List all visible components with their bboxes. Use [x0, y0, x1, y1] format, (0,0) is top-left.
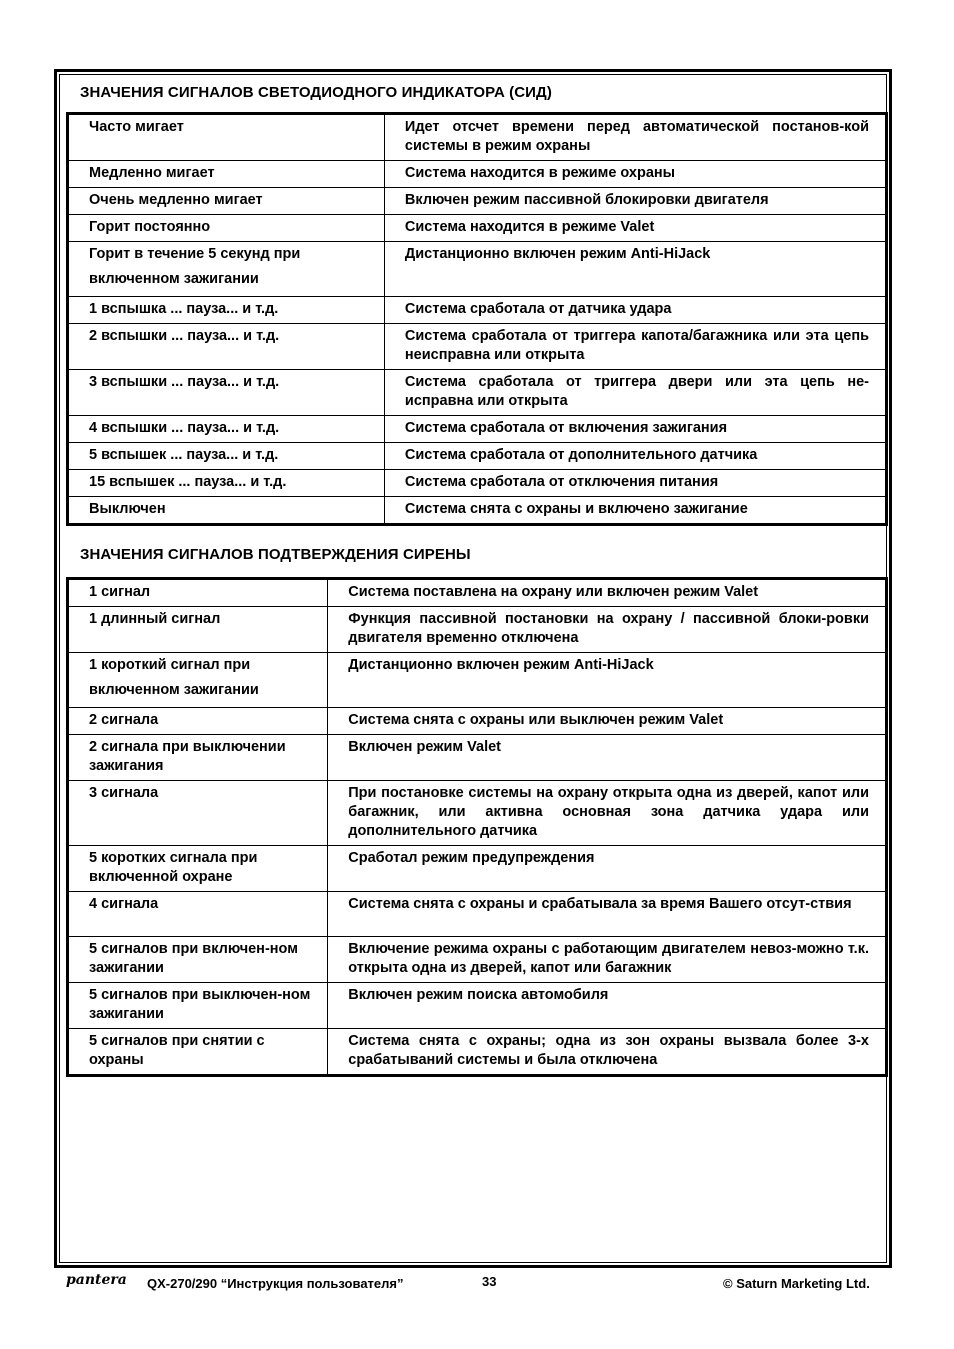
meaning-cell: Система снята с охраны и срабатывала за время Вашего отсут-ствия — [328, 892, 887, 937]
table-row — [68, 443, 887, 470]
siren-signals-table — [66, 577, 888, 1077]
page-number: 33 — [482, 1274, 497, 1289]
table-row — [68, 708, 887, 735]
meaning-cell: Система сработала от дополнительного датчика — [384, 443, 886, 470]
signal-cell: 1 сигнал — [68, 579, 328, 607]
meaning-cell: Дистанционно включен режим Anti-HiJack — [328, 653, 887, 708]
led-signals-table — [66, 112, 888, 526]
meaning-cell: Система сработала от триггера капота/багажника или эта цепь неисправна или открыта — [384, 324, 886, 370]
meaning-cell: Система сработала от датчика удара — [384, 297, 886, 324]
signal-cell: 5 сигналов при включен-ном зажигании — [68, 937, 328, 983]
table-row — [68, 937, 887, 983]
table-row — [68, 892, 887, 937]
table-row — [68, 846, 887, 892]
signal-cell: Очень медленно мигает — [68, 188, 385, 215]
meaning-cell: Система сработала от включения зажигания — [384, 416, 886, 443]
siren-section-title: ЗНАЧЕНИЯ СИГНАЛОВ ПОДТВЕРЖДЕНИЯ СИРЕНЫ — [80, 546, 471, 563]
table-row — [68, 114, 887, 161]
table-row — [68, 1029, 887, 1076]
signal-cell: 3 вспышки ... пауза... и т.д. — [68, 370, 385, 416]
meaning-cell: Система снята с охраны; одна из зон охраны вызвала более 3-х срабатываний системы и была отключена — [328, 1029, 887, 1076]
signal-cell: 5 коротких сигнала при включенной охране — [68, 846, 328, 892]
meaning-cell: Система находится в режиме Valet — [384, 215, 886, 242]
signal-cell: 1 короткий сигнал при включенном зажигании — [89, 657, 259, 698]
meaning-cell: Сработал режим предупреждения — [328, 846, 887, 892]
table-row — [68, 370, 887, 416]
signal-cell: Выключен — [68, 497, 385, 525]
signal-cell: 1 вспышка ... пауза... и т.д. — [68, 297, 385, 324]
footer-copyright: © Saturn Marketing Ltd. — [723, 1276, 870, 1291]
signal-cell: 1 длинный сигнал — [68, 607, 328, 653]
meaning-cell: Система поставлена на охрану или включен режим Valet — [328, 579, 887, 607]
signal-cell: Медленно мигает — [68, 161, 385, 188]
table-row — [68, 188, 887, 215]
pantera-logo: pantera — [66, 1272, 127, 1288]
signal-cell: Горит в течение 5 секунд при включенном зажигании — [89, 246, 301, 287]
table-row — [68, 983, 887, 1029]
meaning-cell: Система снята с охраны и включено зажигание — [384, 497, 886, 525]
meaning-cell: Система сработала от отключения питания — [384, 470, 886, 497]
signal-cell: Горит постоянно — [68, 215, 385, 242]
meaning-cell: При постановке системы на охрану открыта одна из дверей, капот или багажник, или активна основная зона датчика удара или дополнительного датчика — [328, 781, 887, 846]
signal-cell: 4 вспышки ... пауза... и т.д. — [68, 416, 385, 443]
signal-cell: 4 сигнала — [68, 892, 328, 937]
signal-cell: 5 вспышек ... пауза... и т.д. — [68, 443, 385, 470]
meaning-cell: Включен режим пассивной блокировки двигателя — [384, 188, 886, 215]
table-row — [68, 735, 887, 781]
table-row — [68, 297, 887, 324]
table-row — [68, 161, 887, 188]
signal-cell: 2 сигнала — [68, 708, 328, 735]
meaning-cell: Система находится в режиме охраны — [384, 161, 886, 188]
signal-cell: Часто мигает — [68, 114, 385, 161]
table-row — [68, 324, 887, 370]
table-row — [68, 497, 887, 525]
led-section-title: ЗНАЧЕНИЯ СИГНАЛОВ СВЕТОДИОДНОГО ИНДИКАТОРА (СИД) — [80, 84, 552, 101]
signal-cell: 2 вспышки ... пауза... и т.д. — [68, 324, 385, 370]
meaning-cell: Идет отсчет времени перед автоматической постанов-кой системы в режим охраны — [384, 114, 886, 161]
meaning-cell: Включение режима охраны с работающим двигателем невоз-можно т.к. открыта одна из дверей, капот или багажник — [328, 937, 887, 983]
table-row — [68, 607, 887, 653]
table-row — [68, 215, 887, 242]
table-row — [68, 470, 887, 497]
meaning-cell: Включен режим Valet — [328, 735, 887, 781]
table-row — [68, 653, 887, 708]
meaning-cell: Система снята с охраны или выключен режим Valet — [328, 708, 887, 735]
signal-cell: 15 вспышек ... пауза... и т.д. — [68, 470, 385, 497]
signal-cell: 3 сигнала — [68, 781, 328, 846]
footer-manual-title: QX-270/290 “Инструкция пользователя” — [147, 1276, 404, 1291]
meaning-cell: Включен режим поиска автомобиля — [328, 983, 887, 1029]
signal-cell: 2 сигнала при выключении зажигания — [68, 735, 328, 781]
meaning-cell: Система сработала от триггера двери или эта цепь не-исправна или открыта — [384, 370, 886, 416]
meaning-cell: Дистанционно включен режим Anti-HiJack — [384, 242, 886, 297]
meaning-cell: Функция пассивной постановки на охрану / пассивной блоки-ровки двигателя временно отключена — [328, 607, 887, 653]
table-row — [68, 242, 887, 297]
table-row — [68, 781, 887, 846]
table-row — [68, 416, 887, 443]
signal-cell: 5 сигналов при выключен-ном зажигании — [68, 983, 328, 1029]
signal-cell: 5 сигналов при снятии с охраны — [68, 1029, 328, 1076]
table-row — [68, 579, 887, 607]
